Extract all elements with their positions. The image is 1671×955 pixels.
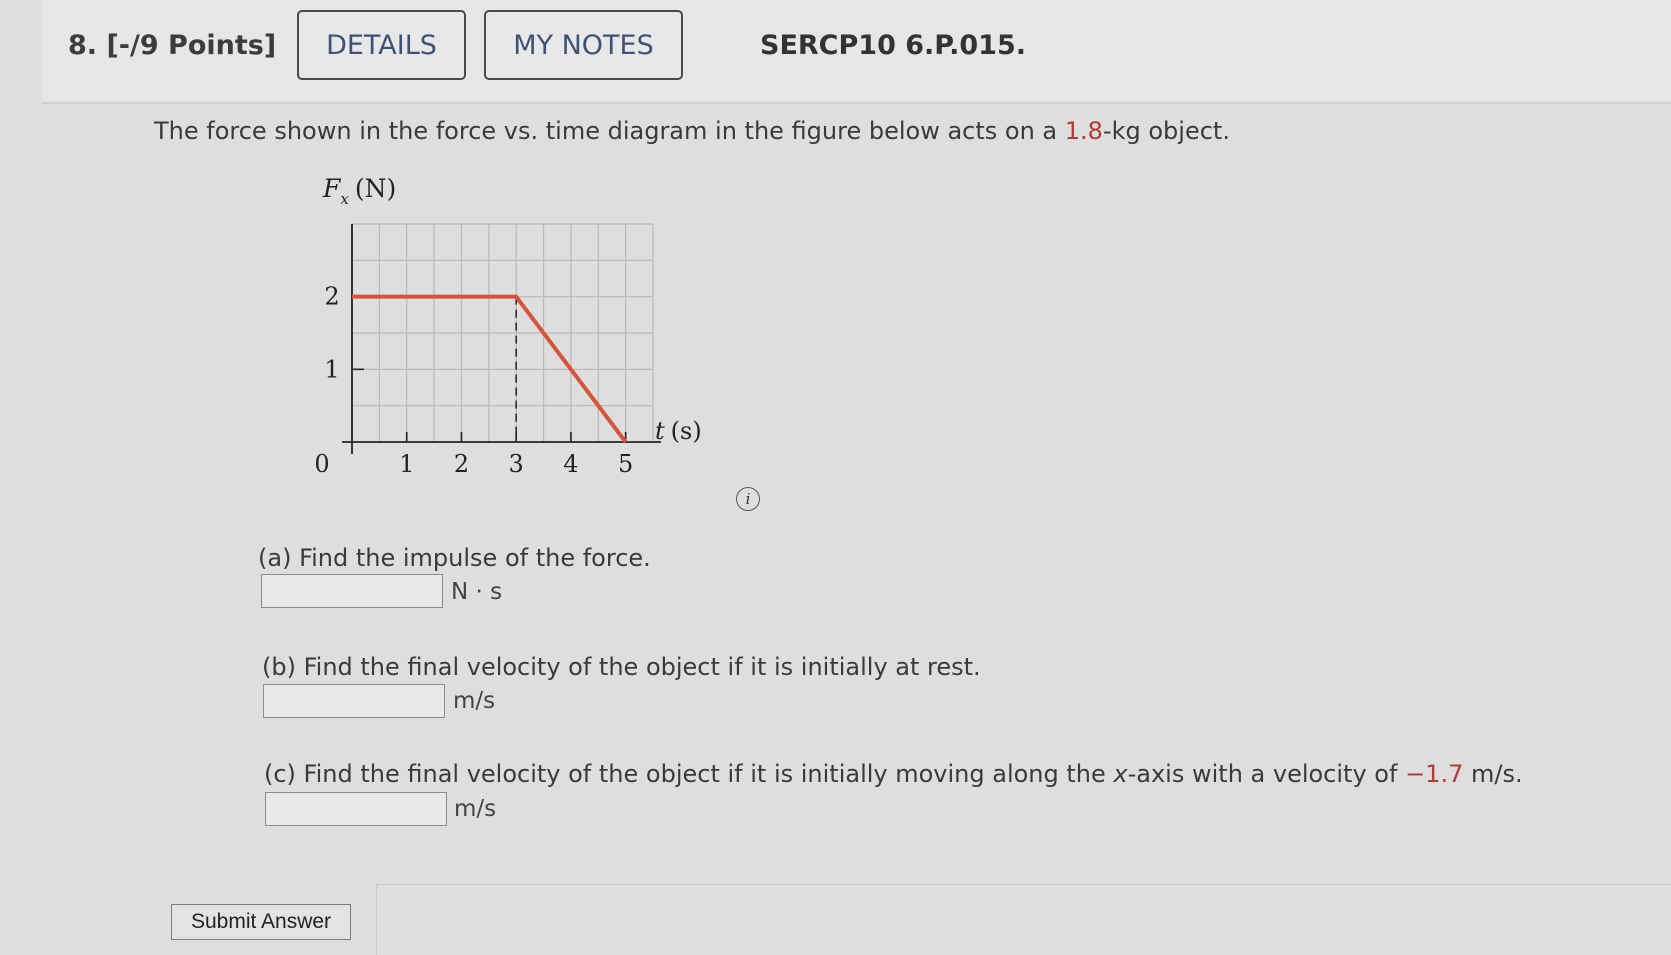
x-axis-var: t bbox=[655, 417, 665, 445]
y-axis-subscript: x bbox=[340, 190, 349, 208]
submit-answer-button[interactable]: Submit Answer bbox=[171, 904, 351, 940]
intro-text-before: The force shown in the force vs. time diagram in the figure below acts on a bbox=[154, 117, 1065, 145]
my-notes-button[interactable]: MY NOTES bbox=[484, 10, 683, 80]
part-c-unit: m/s bbox=[454, 796, 497, 822]
part-c-axis-var: x bbox=[1113, 760, 1128, 788]
y-axis-var: F bbox=[323, 174, 341, 203]
part-c-question bbox=[264, 760, 1523, 788]
y-axis-unit: (N) bbox=[354, 174, 397, 203]
part-c-text-middle: -axis with a velocity of bbox=[1127, 760, 1406, 788]
part-a-question: (a) Find the impulse of the force. bbox=[258, 544, 651, 572]
x-tick-label: 0 bbox=[314, 450, 330, 478]
info-icon[interactable]: i bbox=[736, 487, 760, 511]
x-axis-label bbox=[655, 417, 702, 445]
y-tick-label: 1 bbox=[324, 355, 340, 384]
y-tick-label: 2 bbox=[324, 282, 340, 311]
x-axis-unit: (s) bbox=[670, 417, 702, 445]
x-tick-label: 5 bbox=[617, 450, 634, 478]
part-b-answer-input[interactable] bbox=[263, 684, 445, 718]
problem-code: SERCP10 6.P.015. bbox=[760, 30, 1027, 61]
x-tick-label: 3 bbox=[508, 450, 524, 478]
part-c-text-before: (c) Find the final velocity of the object if it is initially moving along the bbox=[264, 760, 1114, 788]
mass-value: 1.8 bbox=[1064, 117, 1103, 145]
part-b-unit: m/s bbox=[453, 688, 496, 714]
intro-text-after: -kg object. bbox=[1102, 117, 1230, 145]
question-number: 8. [-/9 Points] bbox=[68, 30, 277, 61]
force-time-figure bbox=[300, 172, 720, 512]
x-tick-label: 2 bbox=[453, 450, 470, 478]
part-a-answer-input[interactable] bbox=[261, 574, 443, 608]
part-b-question: (b) Find the final velocity of the object if it is initially at rest. bbox=[262, 653, 981, 681]
part-c-answer-input[interactable] bbox=[265, 792, 447, 826]
question-header bbox=[42, 0, 1671, 104]
x-tick-label: 4 bbox=[563, 450, 579, 478]
x-tick-label: 1 bbox=[399, 450, 415, 478]
problem-statement bbox=[154, 117, 1230, 145]
y-axis-label bbox=[322, 174, 396, 208]
part-a-unit: N · s bbox=[451, 579, 503, 605]
details-button[interactable]: DETAILS bbox=[297, 10, 466, 80]
force-time-chart bbox=[300, 172, 720, 512]
part-c-text-after: m/s. bbox=[1463, 760, 1523, 788]
footer-panel bbox=[376, 884, 1671, 955]
part-c-velocity-value: −1.7 bbox=[1405, 760, 1464, 788]
